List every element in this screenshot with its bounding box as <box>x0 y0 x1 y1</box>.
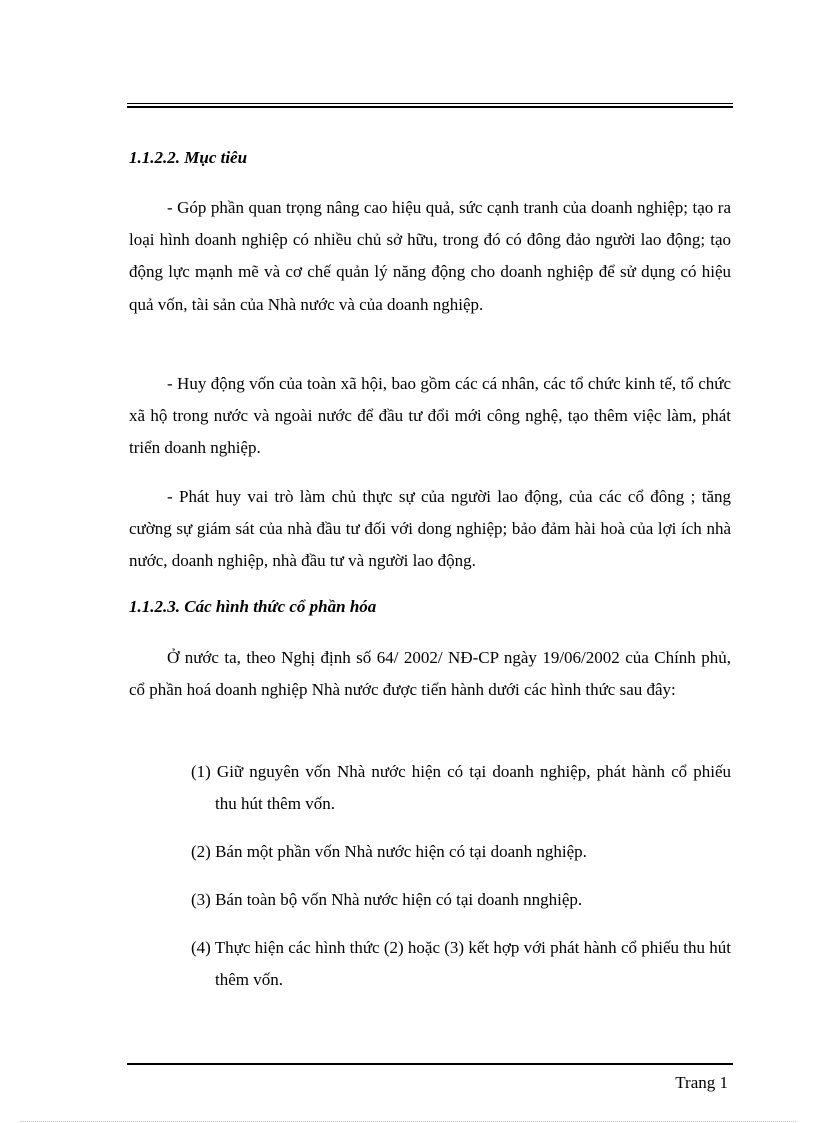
goal-paragraph-3: - Phát huy vai trò làm chủ thực sự của người lao động, của các cổ đông ; tăng cường sự giám sát của nhà đầu tư đối với dong nghiệp; bảo đảm hài hoà của lợi ích nhà nước, doanh nghiệp, nhà đầu tư và người lao động. <box>129 487 731 571</box>
footer-rule <box>127 1063 733 1065</box>
page-number: Trang 1 <box>675 1073 728 1092</box>
form-item-4: (4) Thực hiện các hình thức (2) hoặc (3) kết hợp với phát hành cổ phiếu thu hút thêm vốn. <box>191 938 731 989</box>
goal-paragraph-2: - Huy động vốn của toàn xã hội, bao gồm các cá nhân, các tổ chức kinh tế, tổ chức xã hộ trong nước và ngoài nước để đầu tư đổi mới công nghệ, tạo thêm việc làm, phát triển doanh nghiệp. <box>129 374 731 458</box>
section-heading-forms: 1.1.2.3. Các hình thức cổ phần hóa <box>129 597 377 616</box>
page-edge-dots <box>20 1121 796 1122</box>
header-rule-thick <box>127 106 733 108</box>
form-item-1: (1) Giữ nguyên vốn Nhà nước hiện có tại doanh nghiệp, phát hành cổ phiếu thu hút thêm vốn. <box>191 762 731 813</box>
header-rule <box>127 103 733 104</box>
form-item-2: (2) Bán một phần vốn Nhà nước hiện có tại doanh nghiệp. <box>191 842 587 861</box>
section-heading-goals: 1.1.2.2. Mục tiêu <box>129 148 248 167</box>
goal-paragraph-1: - Góp phần quan trọng nâng cao hiệu quả, sức cạnh tranh của doanh nghiệp; tạo ra loại hình doanh nghiệp có nhiều chủ sở hữu, trong đó có đông đảo người lao động; tạo động lực mạnh mẽ và cơ chế quản lý năng động cho doanh nghiệp để sử dụng có hiệu quả vốn, tài sản của Nhà nước và của doanh nghiệp. <box>129 198 731 314</box>
form-item-3: (3) Bán toàn bộ vốn Nhà nước hiện có tại doanh nnghiệp. <box>191 890 583 909</box>
forms-intro-paragraph: Ở nước ta, theo Nghị định số 64/ 2002/ NĐ-CP ngày 19/06/2002 của Chính phủ, cổ phần hoá doanh nghiệp Nhà nước được tiến hành dưới các hình thức sau đây: <box>129 648 731 700</box>
